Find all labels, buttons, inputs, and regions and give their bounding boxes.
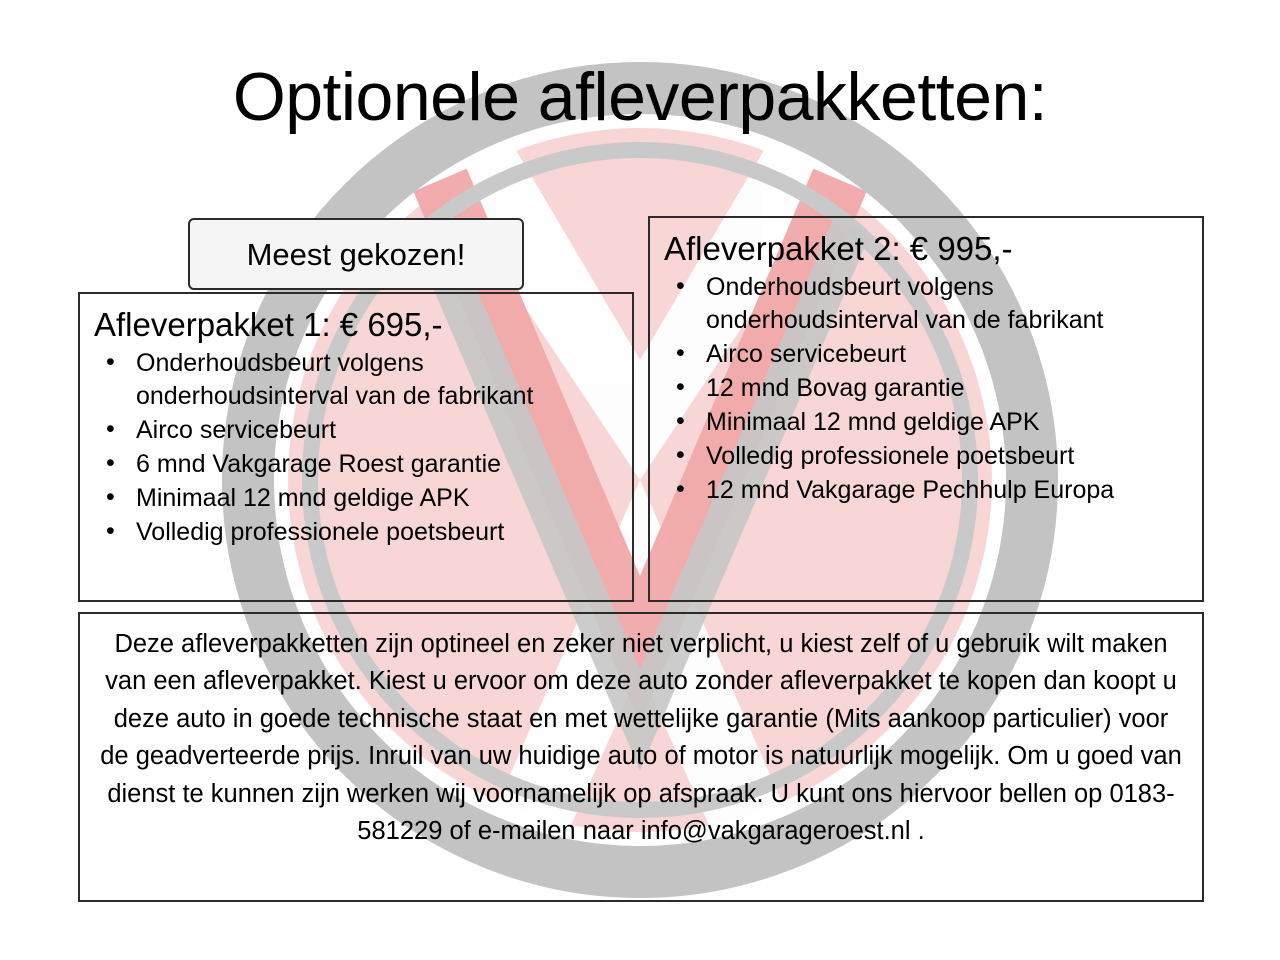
package-1-feature-list (92, 347, 622, 549)
list-item: • Onderhoudsbeurt volgens onderhoudsinterval van de fabrikant (92, 347, 622, 413)
list-item: • Onderhoudsbeurt volgens onderhoudsinterval van de fabrikant (662, 271, 1192, 337)
list-item: • 12 mnd Vakgarage Pechhulp Europa (662, 474, 1192, 507)
package-2-title: Afleverpakket 2: € 995,- (664, 230, 1013, 267)
list-item: • Minimaal 12 mnd geldige APK (662, 406, 1192, 439)
package-1-title: Afleverpakket 1: € 695,- (94, 306, 443, 343)
list-item: • Minimaal 12 mnd geldige APK (92, 482, 622, 515)
page-title: Optionele afleverpakketten: (232, 59, 1048, 135)
package-2-card (648, 216, 1204, 602)
most-chosen-badge-label: Meest gekozen! (246, 236, 466, 272)
package-2-feature-list (662, 271, 1192, 507)
list-item: • Volledig professionele poetsbeurt (662, 440, 1192, 473)
list-item: • Airco servicebeurt (92, 414, 622, 447)
list-item: • Airco servicebeurt (662, 338, 1192, 371)
list-item: • 12 mnd Bovag garantie (662, 372, 1192, 405)
list-item: • Volledig professionele poetsbeurt (92, 516, 622, 549)
disclaimer-panel (78, 612, 1204, 902)
disclaimer-text: Deze afleverpakketten zijn optineel en zeker niet verplicht, u kiest zelf of u gebruik wilt maken van een afleverpakket. Kiest u ervoor om deze auto zonder afleverpakket te kopen dan koopt u deze auto in goede technische staat en met wettelijke garantie (Mits aankoop particulier) voor de geadverteerde prijs. Inruil van uw huidige auto of motor is natuurlijk mogelijk. Om u goed van dienst te kunnen zijn werken wij voornamelijk op afspraak. U kunt ons hiervoor bellen op 0183-581229 of e-mailen naar info@vakgarageroest.nl . (100, 630, 1182, 846)
most-chosen-badge (188, 218, 524, 290)
list-item: • 6 mnd Vakgarage Roest garantie (92, 448, 622, 481)
package-1-card (78, 292, 634, 602)
